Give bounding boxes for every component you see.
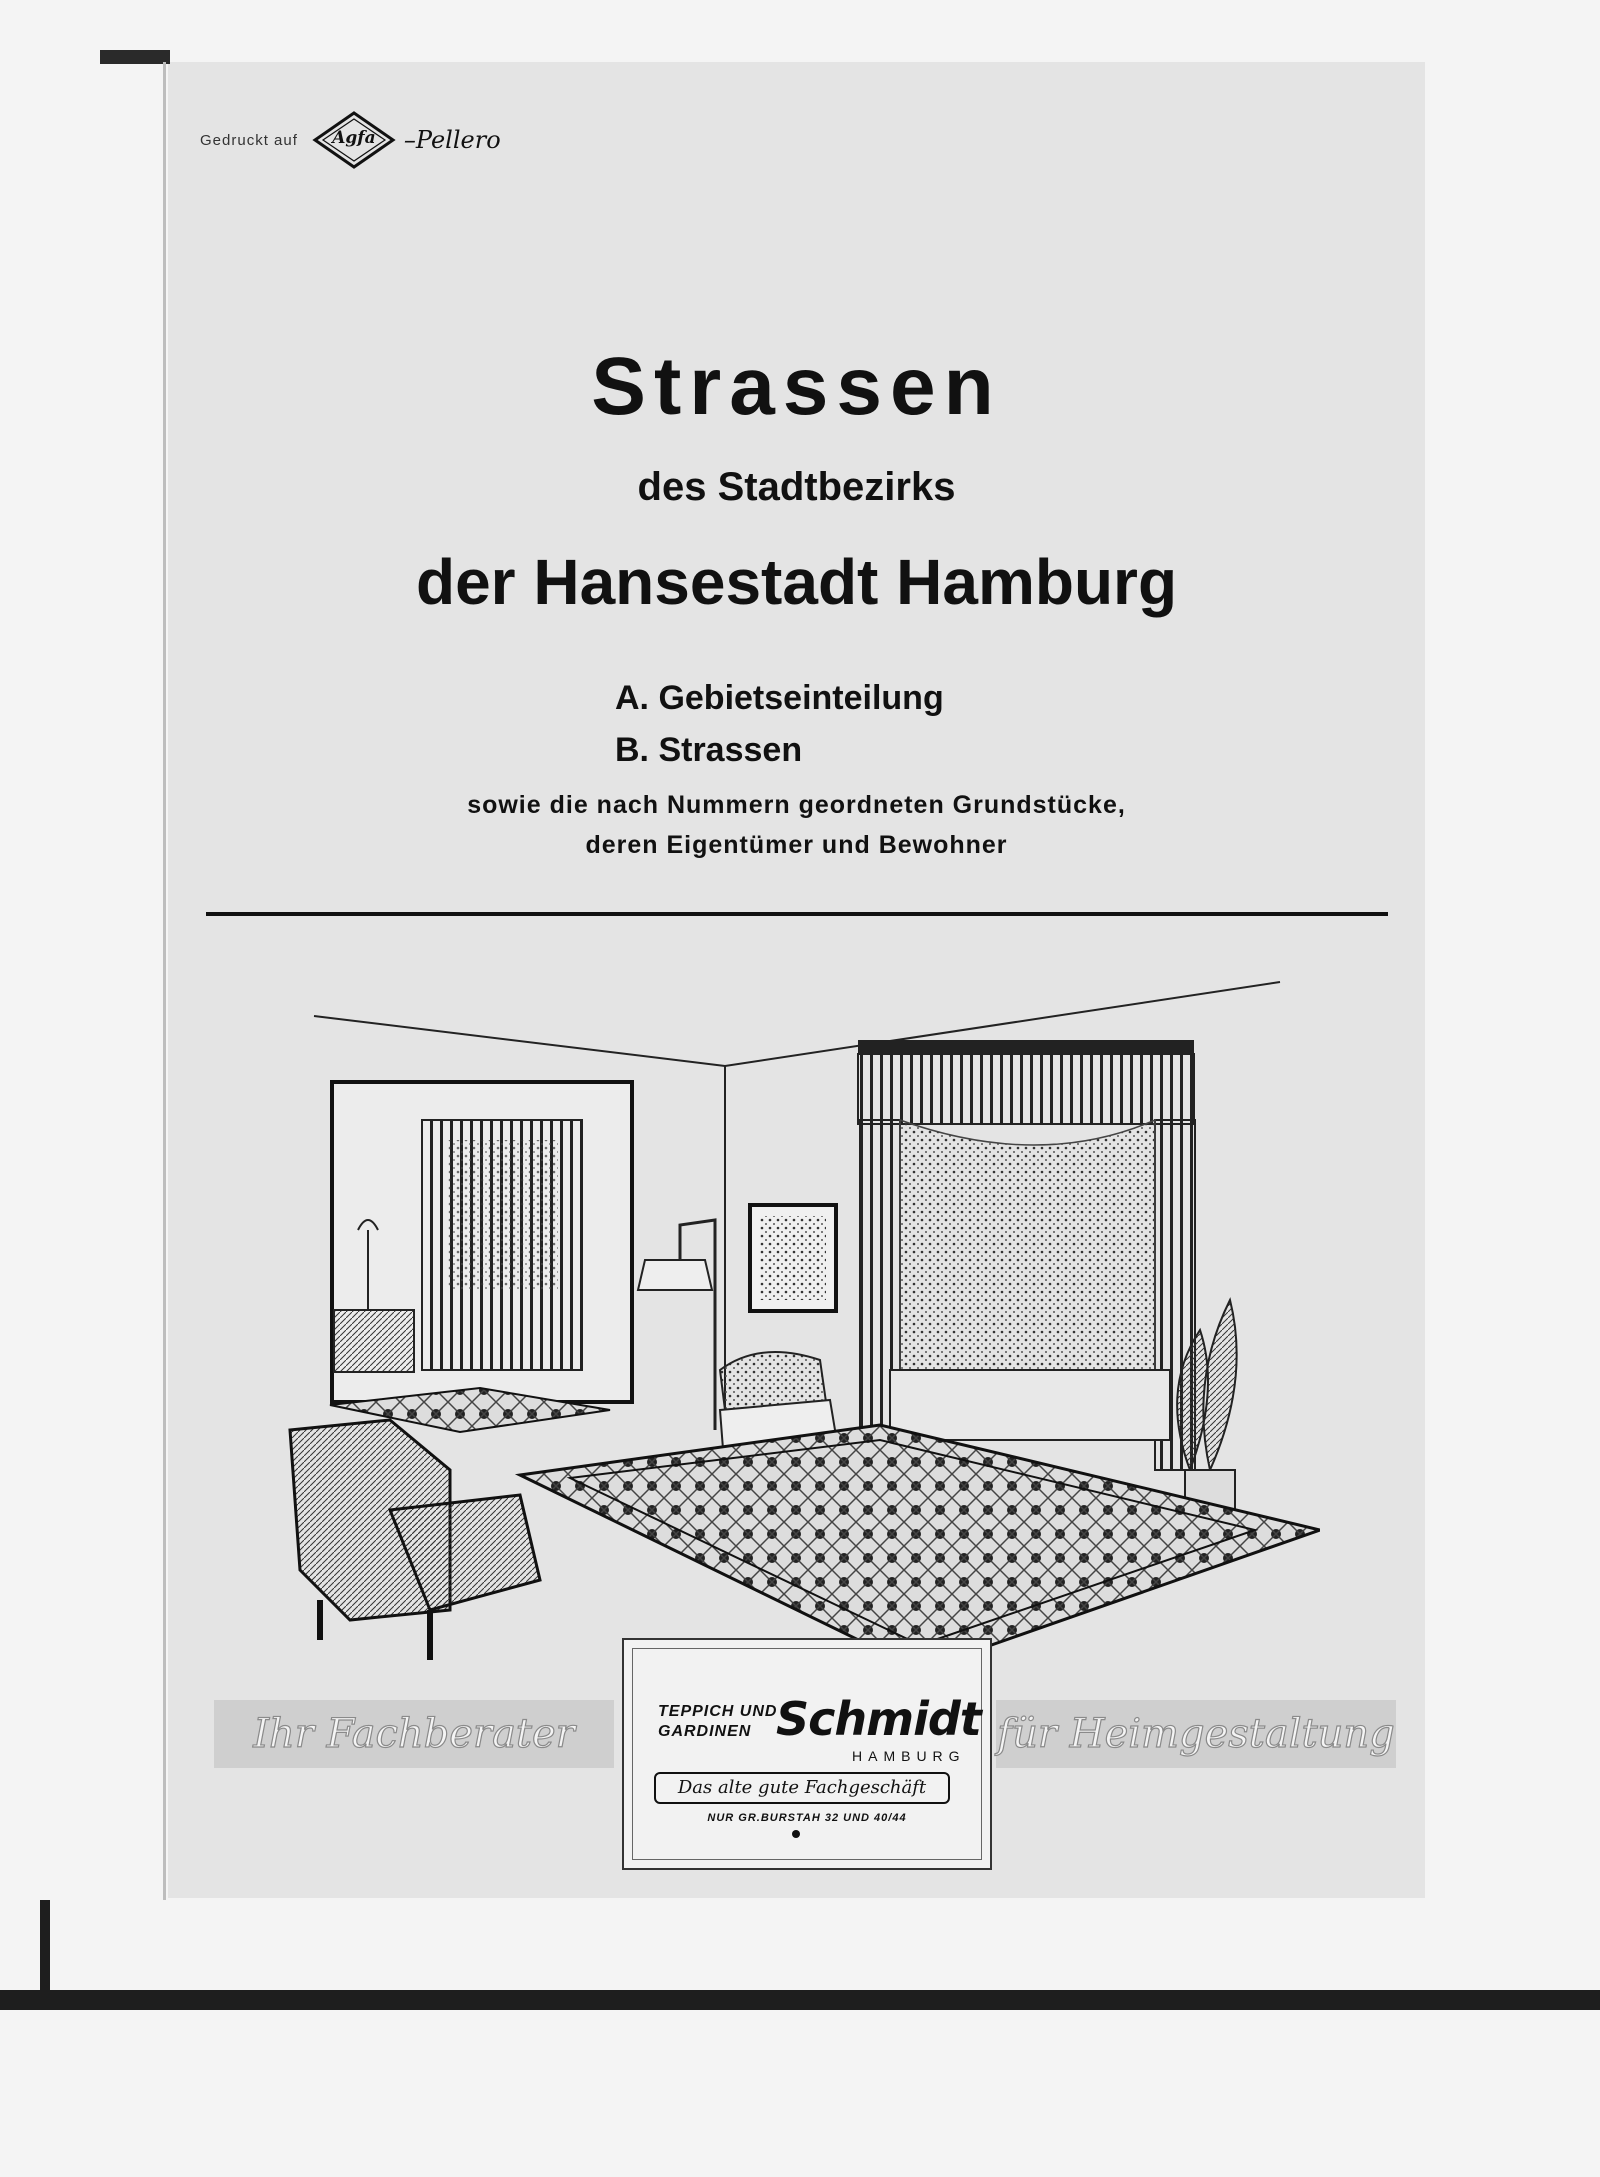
ad-kicker-line: GARDINEN [658,1723,752,1740]
section-item-a: A. Gebietseinteilung [615,679,944,717]
printed-on-label: Gedruckt auf [200,131,298,149]
scan-edge-line [163,62,166,1900]
scan-edge-notch [40,1900,50,2010]
ad-city: HAMBURG [852,1748,966,1764]
banner-right [996,1700,1396,1768]
printed-on-note [200,110,501,170]
city-title: der Hansestadt Hamburg [415,546,1178,618]
divider-rule [206,912,1388,916]
agfa-logo-text: Agfa [332,128,376,148]
contents-description [168,785,1425,865]
ad-kicker [658,1702,777,1742]
banner-right-text: für Heimgestaltung [997,1711,1395,1757]
schmidt-advertisement [622,1638,992,1870]
living-room-illustration [280,970,1320,1670]
agfa-logo-icon [312,110,396,170]
paper-brand: –Pellero [403,126,501,154]
description-line: sowie die nach Nummern geordneten Grundstücke, [467,791,1126,819]
banner-left [214,1700,614,1768]
scan-bottom-border [0,1990,1600,2010]
banner-left-text: Ihr Fachberater [253,1711,575,1757]
ad-slogan: Das alte gute Fachgeschäft [654,1772,950,1804]
page-title: Strassen [591,341,1002,432]
section-item-b: B. Strassen [615,731,803,769]
ad-kicker-line: TEPPICH UND [658,1703,778,1720]
description-line: deren Eigentümer und Bewohner [585,831,1008,859]
ad-company-name: Schmidt [776,1692,981,1746]
section-list [615,672,944,776]
page-subtitle: des Stadtbezirks [637,465,956,509]
ad-dot [792,1830,800,1838]
ad-address: NUR GR.BURSTAH 32 UND 40/44 [707,1812,907,1824]
scan-edge-mark [100,50,170,64]
